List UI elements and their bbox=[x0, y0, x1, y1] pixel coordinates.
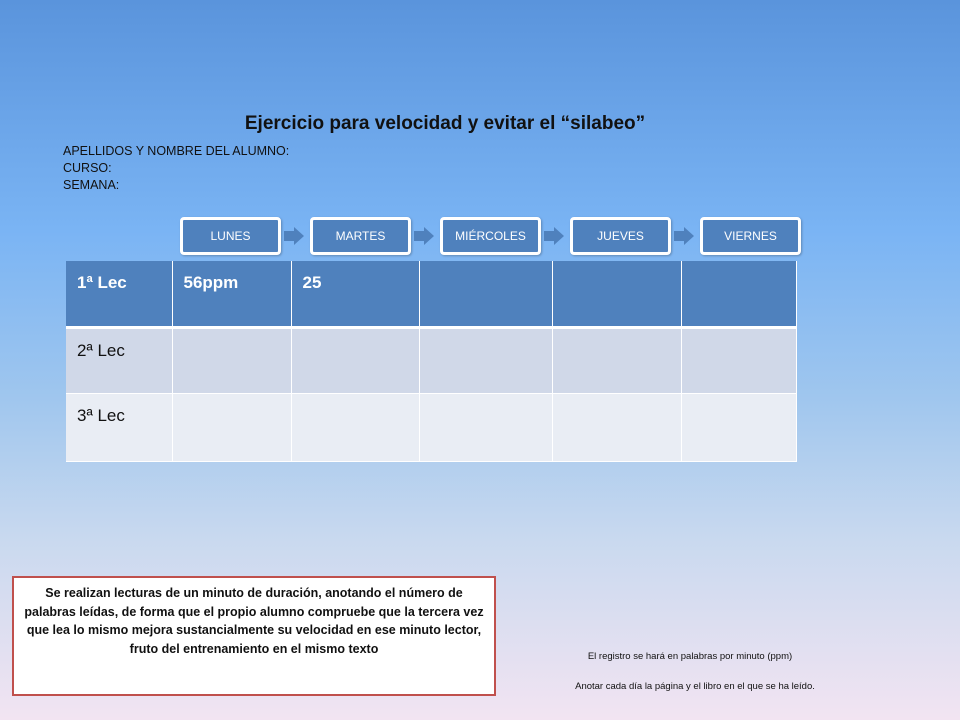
day-tuesday: MARTES bbox=[310, 217, 411, 255]
table-cell[interactable] bbox=[552, 393, 681, 461]
row-label-cell: 3ª Lec bbox=[66, 393, 172, 461]
course-label: CURSO: bbox=[63, 161, 112, 175]
arrow-right-icon bbox=[544, 227, 564, 245]
table-cell[interactable] bbox=[291, 393, 419, 461]
table-row bbox=[66, 327, 796, 393]
table-cell[interactable] bbox=[172, 393, 291, 461]
day-wednesday: MIÉRCOLES bbox=[440, 217, 541, 255]
arrow-right-icon bbox=[414, 227, 434, 245]
instructions-note: Se realizan lecturas de un minuto de duración, anotando el número de palabras leídas, de forma que el propio alumno compruebe que la tercera vez que lea lo mismo mejora sustancialmente su velocidad en ese minuto lector, fruto del entrenamiento en el mismo texto bbox=[12, 576, 496, 696]
day-friday: VIERNES bbox=[700, 217, 801, 255]
reading-log-table bbox=[66, 261, 797, 462]
student-name-label: APELLIDOS Y NOMBRE DEL ALUMNO: bbox=[63, 144, 290, 158]
table-cell[interactable] bbox=[172, 327, 291, 393]
table-row bbox=[66, 261, 796, 327]
table-row bbox=[66, 393, 796, 461]
table-cell[interactable] bbox=[681, 261, 796, 327]
week-label: SEMANA: bbox=[63, 178, 120, 192]
student-info bbox=[63, 143, 289, 194]
footer-note-book: Anotar cada día la página y el libro en el que se ha leído. bbox=[575, 681, 815, 692]
table-cell[interactable] bbox=[419, 327, 552, 393]
table-cell[interactable]: 25 bbox=[291, 261, 419, 327]
row-label-cell: 2ª Lec bbox=[66, 327, 172, 393]
table-cell[interactable] bbox=[552, 327, 681, 393]
page-title: Ejercicio para velocidad y evitar el “silabeo” bbox=[244, 113, 646, 134]
arrow-right-icon bbox=[674, 227, 694, 245]
table-cell[interactable] bbox=[419, 393, 552, 461]
footer-note-ppm: El registro se hará en palabras por minuto (ppm) bbox=[587, 651, 793, 662]
table-cell[interactable] bbox=[419, 261, 552, 327]
table-cell[interactable] bbox=[681, 327, 796, 393]
table-cell[interactable]: 56ppm bbox=[172, 261, 291, 327]
table-cell[interactable] bbox=[552, 261, 681, 327]
arrow-right-icon bbox=[284, 227, 304, 245]
day-monday: LUNES bbox=[180, 217, 281, 255]
row-label-cell: 1ª Lec bbox=[66, 261, 172, 327]
table-cell[interactable] bbox=[291, 327, 419, 393]
day-thursday: JUEVES bbox=[570, 217, 671, 255]
table-cell[interactable] bbox=[681, 393, 796, 461]
